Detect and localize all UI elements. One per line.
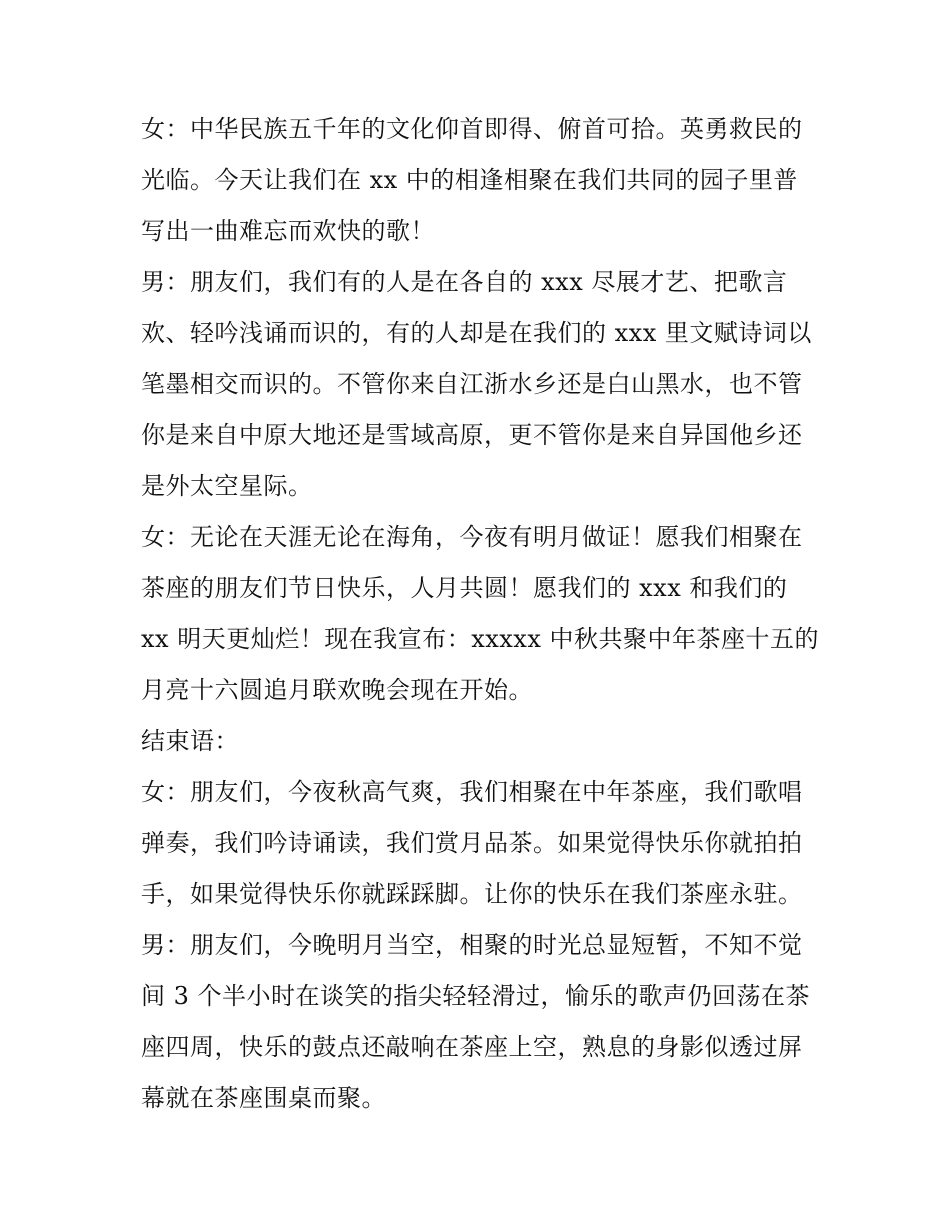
- text-line: 手，如果觉得快乐你就踩踩脚。让你的快乐在我们茶座永驻。: [141, 880, 803, 908]
- text-line: 月亮十六圆追月联欢晚会现在开始。: [141, 676, 533, 704]
- text-line: 间 3 个半小时在谈笑的指尖轻轻滑过，愉乐的歌声仍回荡在茶: [141, 982, 811, 1010]
- text-line: 光临。今天让我们在 xx 中的相逢相聚在我们共同的园子里普: [141, 166, 798, 194]
- text-line: 你是来自中原大地还是雪域高原，更不管你是来自异国他乡还: [141, 421, 803, 449]
- text-line: 男：朋友们，我们有的人是在各自的 xxx 尽展才艺、把歌言: [141, 268, 788, 296]
- text-line: 笔墨相交而识的。不管你来自江浙水乡还是白山黑水，也不管: [141, 370, 803, 398]
- section-heading: 结束语：: [141, 727, 239, 755]
- document-body: [141, 104, 821, 1124]
- text-line: 是外太空星际。: [141, 472, 313, 500]
- text-line: 幕就在茶座围桌而聚。: [141, 1084, 386, 1112]
- text-line: 女：无论在天涯无论在海角，今夜有明月做证！愿我们相聚在: [141, 523, 803, 551]
- text-line: 弹奏，我们吟诗诵读，我们赏月品茶。如果觉得快乐你就拍拍: [141, 829, 803, 857]
- text-line: 男：朋友们，今晚明月当空，相聚的时光总显短暂，不知不觉: [141, 931, 803, 959]
- text-line: xx 明天更灿烂！现在我宣布：xxxxx 中秋共聚中年茶座十五的: [141, 625, 820, 653]
- text-line: 女：朋友们，今夜秋高气爽，我们相聚在中年茶座，我们歌唱: [141, 778, 803, 806]
- text-line: 欢、轻吟浅诵而识的，有的人却是在我们的 xxx 里文赋诗词以: [141, 319, 812, 347]
- text-line: 茶座的朋友们节日快乐，人月共圆！愿我们的 xxx 和我们的: [141, 574, 788, 602]
- text-line: 女：中华民族五千年的文化仰首即得、俯首可拾。英勇救民的: [141, 115, 803, 143]
- text-line: 写出一曲难忘而欢快的歌！: [141, 217, 435, 245]
- text-line: 座四周，快乐的鼓点还敲响在茶座上空，熟息的身影似透过屏: [141, 1033, 803, 1061]
